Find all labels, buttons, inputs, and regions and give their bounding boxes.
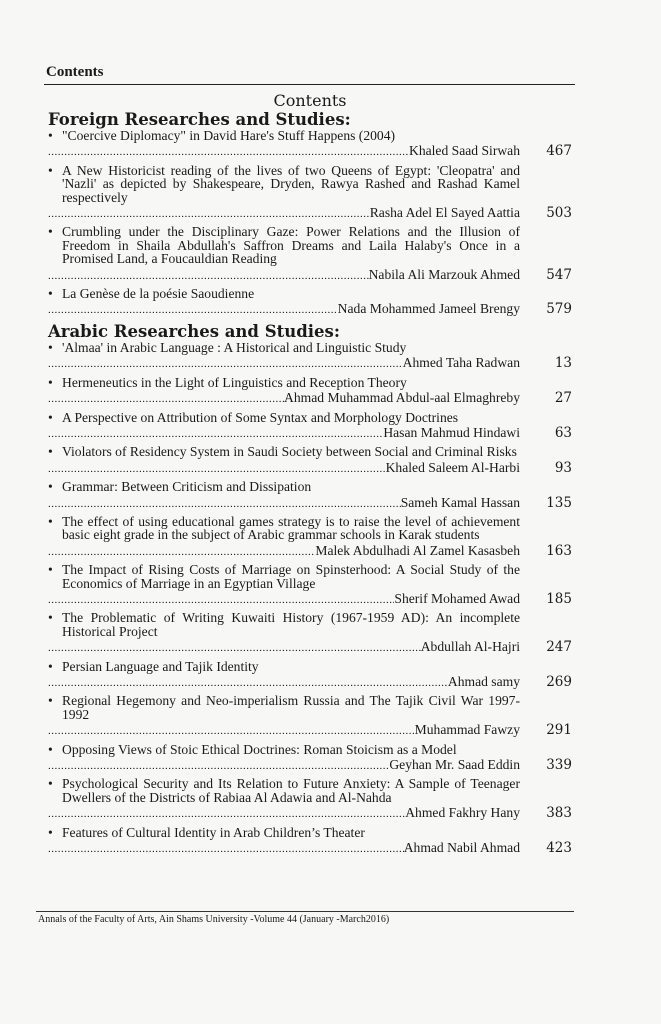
toc-entry (48, 743, 572, 774)
toc-entry (48, 611, 572, 655)
entry-author-line (48, 144, 572, 159)
dot-leader (48, 208, 370, 221)
entry-title: La Genèse de la poésie Saoudienne (62, 286, 255, 302)
entry-title: 'Almaa' in Arabic Language : A Historical and Linguistic Study (62, 339, 407, 355)
entry-page-number: 547 (546, 266, 572, 283)
dot-leader (48, 808, 405, 821)
bullet-icon: • (48, 610, 53, 626)
entry-page-number: 63 (554, 424, 572, 441)
dot-leader (48, 463, 386, 476)
entry-page-number: 383 (546, 805, 572, 822)
entry-title: Persian Language and Tajik Identity (62, 658, 259, 674)
toc-title: Contents (273, 91, 347, 110)
entry-title: Regional Hegemony and Neo-imperialism Russia and The Tajik Civil War 1997- 1992 (62, 693, 520, 722)
entry-title: Crumbling under the Disciplinary Gaze: Power Relations and the Illusion of Freedom in Shaila Abdullah's Saffron Dreams and Laila Halaby's Once in a Promised Land, a Foucauldian Reading (62, 224, 520, 267)
entry-author-line (48, 544, 572, 559)
entry-title-line (48, 777, 572, 804)
entry-author: Muhammad Fawzy (414, 722, 520, 738)
entry-author: Ahmad Nabil Ahmad (403, 840, 520, 856)
entry-page-number: 339 (546, 757, 572, 774)
entry-title-line (48, 660, 572, 673)
entry-title: A New Historicist reading of the lives of two Queens of Egypt: 'Cleopatra' and 'Nazli' as depicted by Shakespeare, Dryden, Rawya Rashed and Rashad Kamel respectively (62, 162, 520, 205)
bullet-icon: • (48, 286, 53, 302)
entry-page-number: 423 (546, 840, 572, 857)
bullet-icon: • (48, 741, 53, 757)
section-arabic (48, 322, 572, 861)
bullet-icon: • (48, 513, 53, 529)
entry-list (48, 129, 572, 322)
entry-author-line (48, 461, 572, 476)
toc-entry (48, 826, 572, 857)
entry-author: Geyhan Mr. Saad Eddin (389, 757, 520, 773)
entry-author: Sherif Mohamed Awad (394, 590, 520, 606)
entry-title-line (48, 694, 572, 721)
toc-entry (48, 563, 572, 607)
dot-leader (48, 428, 383, 441)
entry-title-line (48, 341, 572, 354)
entry-author: Ahmad Muhammad Abdul-aal Elmaghreby (284, 390, 520, 406)
bullet-icon: • (48, 128, 53, 143)
toc-entry (48, 694, 572, 738)
entry-author: Abdullah Al-Hajri (420, 639, 520, 655)
footer: Annals of the Faculty of Arts, Ain Shams University -Volume 44 (January -March2016) (38, 914, 390, 925)
entry-title: The Problematic of Writing Kuwaiti History (1967-1959 AD): An incomplete Historical Project (62, 610, 520, 639)
bullet-icon: • (48, 224, 53, 240)
entry-title: A Perspective on Attribution of Some Syntax and Morphology Doctrines (62, 409, 459, 425)
bullet-icon: • (48, 339, 53, 355)
entry-author-line (48, 640, 572, 655)
section-title: Foreign Researches and Studies: (48, 110, 351, 129)
entry-title-line (48, 287, 572, 300)
dot-leader (48, 498, 401, 511)
entry-author: Rasha Adel El Sayed Aattia (369, 205, 520, 221)
bullet-icon: • (48, 162, 53, 178)
bullet-icon: • (48, 374, 53, 390)
entry-author: Sameh Kamal Hassan (400, 494, 520, 510)
entry-page-number: 185 (546, 590, 572, 607)
footer-rule (36, 911, 574, 912)
toc-entry (48, 287, 572, 318)
dot-leader (48, 304, 338, 317)
entry-page-number: 247 (546, 639, 572, 656)
entry-author-line (48, 675, 572, 690)
dot-leader (48, 393, 284, 406)
bullet-icon: • (48, 776, 53, 792)
entry-author-line (48, 426, 572, 441)
entry-title-line (48, 826, 572, 839)
toc-entry (48, 225, 572, 283)
dot-leader (48, 725, 415, 738)
entry-page-number: 467 (546, 143, 572, 160)
entry-title-line (48, 515, 572, 542)
entry-title-line (48, 129, 572, 142)
section-foreign (48, 110, 572, 322)
header-rule (44, 84, 575, 85)
entry-author: Khaled Saleem Al-Harbi (385, 459, 520, 475)
entry-page-number: 579 (546, 301, 572, 318)
entry-author: Nabila Ali Marzouk Ahmed (368, 266, 520, 282)
toc-entry (48, 164, 572, 222)
entry-title-line (48, 743, 572, 756)
entry-author: Malek Abdulhadi Al Zamel Kasasbeh (315, 542, 520, 558)
entry-title-line (48, 376, 572, 389)
entry-author: Nada Mohammed Jameel Brengy (337, 301, 520, 317)
dot-leader (48, 760, 389, 773)
entry-page-number: 13 (554, 355, 572, 372)
entry-author-line (48, 268, 572, 283)
entry-title-line (48, 480, 572, 493)
entry-author: Khaled Saad Sirwah (409, 143, 520, 159)
entry-title: Violators of Residency System in Saudi Society between Social and Criminal Risks (62, 444, 517, 460)
toc-entry (48, 376, 572, 407)
section-title: Arabic Researches and Studies: (48, 321, 340, 341)
entry-title: The Impact of Rising Costs of Marriage on Spinsterhood: A Social Study of the Economics of Marriage in an Egyptian Village (62, 562, 520, 591)
entry-page-number: 27 (554, 390, 572, 407)
toc-entry (48, 411, 572, 442)
dot-leader (48, 843, 404, 856)
entry-title: The effect of using educational games strategy is to raise the level of achievement basic eight grade in the subject of Arabic grammar schools in Karak students (62, 513, 520, 543)
dot-leader (48, 677, 448, 690)
bullet-icon: • (48, 658, 53, 674)
entry-author-line (48, 206, 572, 221)
entry-title: Psychological Security and Its Relation to Future Anxiety: A Sample of Teenager Dwellers of the Districts of Rabiaa Al Adawia and Al-Nahda (62, 776, 520, 805)
entry-title: Features of Cultural Identity in Arab Children’s Theater (62, 824, 365, 840)
bullet-icon: • (48, 824, 53, 840)
entry-author-line (48, 496, 572, 511)
entry-page-number: 135 (546, 494, 572, 511)
dot-leader (48, 546, 315, 559)
entry-title-line (48, 164, 572, 204)
entry-page-number: 269 (546, 674, 572, 690)
entry-title-line (48, 611, 572, 638)
bullet-icon: • (48, 409, 53, 425)
entry-title-line (48, 445, 572, 458)
entry-list (48, 341, 572, 861)
entry-title: Hermeneutics in the Light of Linguistics and Reception Theory (62, 374, 407, 390)
entry-page-number: 163 (546, 542, 572, 559)
bullet-icon: • (48, 562, 53, 578)
entry-author-line (48, 841, 572, 856)
toc-entry (48, 445, 572, 476)
entry-author-line (48, 356, 572, 371)
entry-title: Grammar: Between Criticism and Dissipation (62, 479, 312, 495)
table-of-contents (48, 92, 572, 860)
dot-leader (48, 146, 409, 159)
dot-leader (48, 270, 369, 283)
entry-title-line (48, 411, 572, 424)
entry-title: "Coercive Diplomacy" in David Hare's Stuff Happens (2004) (62, 128, 396, 143)
bullet-icon: • (48, 479, 53, 495)
bullet-icon: • (48, 444, 53, 460)
toc-entry (48, 777, 572, 821)
toc-entry (48, 660, 572, 691)
entry-page-number: 291 (546, 722, 572, 739)
toc-entry (48, 129, 572, 160)
entry-page-number: 93 (554, 459, 572, 476)
toc-entry (48, 341, 572, 372)
toc-entry (48, 480, 572, 511)
toc-entry (48, 515, 572, 559)
entry-title-line (48, 563, 572, 590)
dot-leader (48, 642, 421, 655)
entry-author-line (48, 758, 572, 773)
entry-title: Opposing Views of Stoic Ethical Doctrines: Roman Stoicism as a Model (62, 741, 457, 757)
entry-author: Ahmad samy (447, 674, 520, 689)
entry-author: Hasan Mahmud Hindawi (383, 424, 520, 440)
entry-author-line (48, 391, 572, 406)
bullet-icon: • (48, 693, 53, 709)
entry-author: Ahmed Fakhry Hany (405, 805, 520, 821)
entry-author-line (48, 723, 572, 738)
entry-title-line (48, 225, 572, 265)
running-head: Contents (46, 64, 104, 80)
entry-page-number: 503 (546, 205, 572, 222)
dot-leader (48, 594, 394, 607)
entry-author-line (48, 592, 572, 607)
entry-author: Ahmed Taha Radwan (402, 355, 520, 371)
dot-leader (48, 358, 403, 371)
entry-author-line (48, 302, 572, 317)
entry-author-line (48, 806, 572, 821)
